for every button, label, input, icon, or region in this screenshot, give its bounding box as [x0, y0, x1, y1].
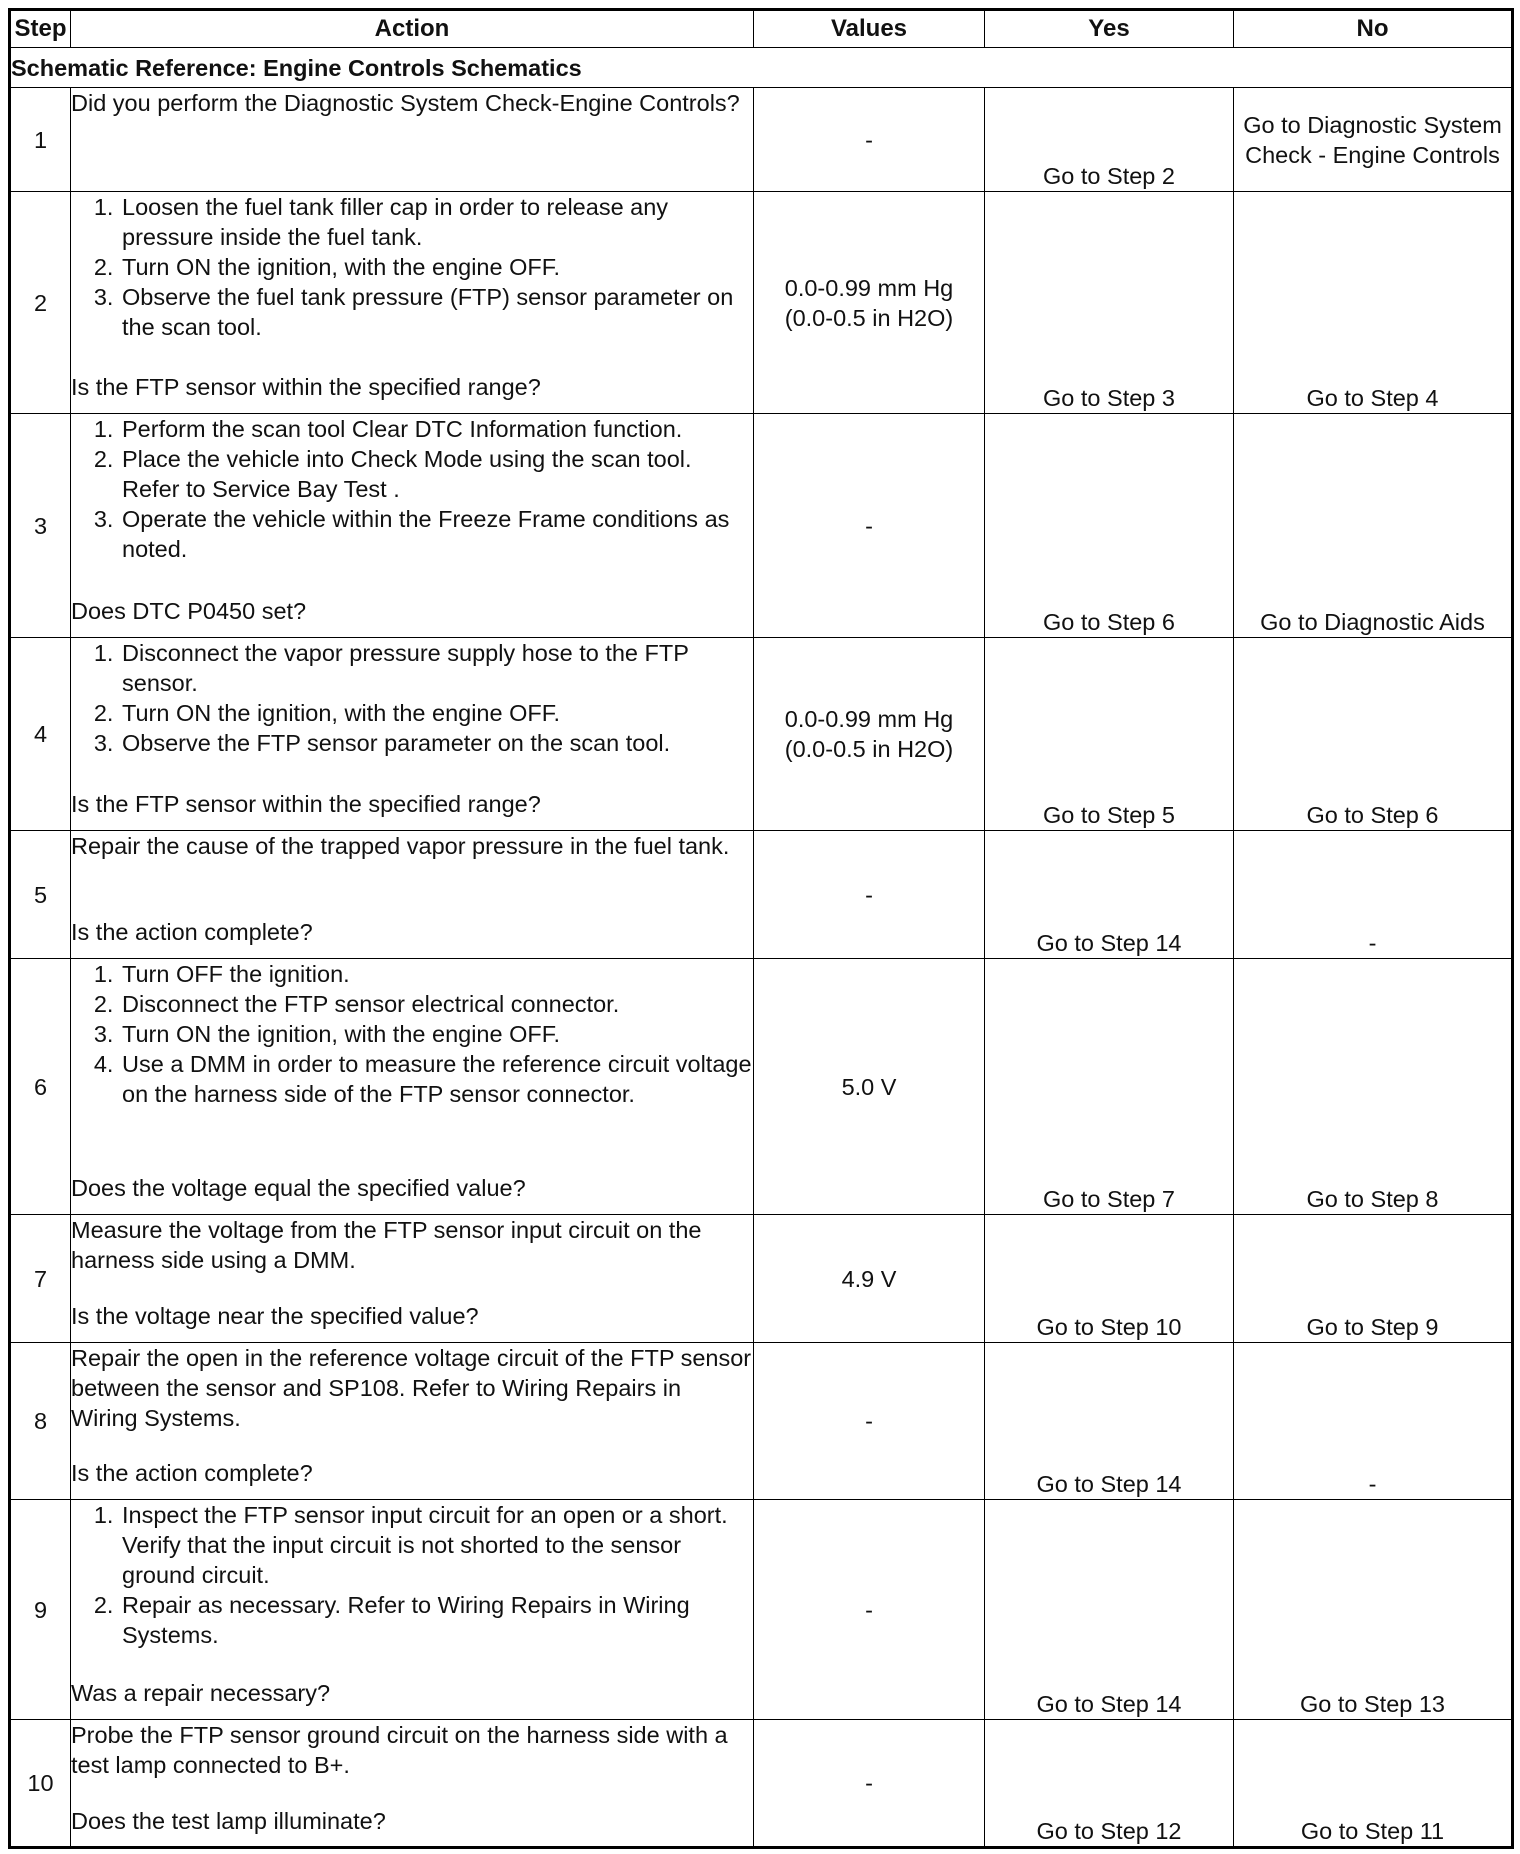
- action-cell: [71, 1720, 754, 1848]
- step-number: 6: [10, 959, 71, 1215]
- yes-link[interactable]: Go to Step 6: [985, 414, 1234, 638]
- list-item: 3. Turn ON the ignition, with the engine OFF.: [120, 1019, 753, 1049]
- diagnostic-table: [8, 8, 1514, 1849]
- table-row: [10, 1500, 1513, 1720]
- action-text: Repair the cause of the trapped vapor pressure in the fuel tank.: [71, 833, 730, 859]
- value-cell: 4.9 V: [754, 1215, 985, 1343]
- no-link[interactable]: Go to Step 13: [1234, 1500, 1513, 1720]
- no-link[interactable]: Go to Step 4: [1234, 192, 1513, 414]
- header-row: [10, 10, 1513, 48]
- yes-link[interactable]: Go to Step 2: [985, 88, 1234, 192]
- action-list: [71, 959, 753, 1109]
- action-question: Is the voltage near the specified value?: [71, 1303, 479, 1329]
- list-item: 1. Inspect the FTP sensor input circuit for an open or a short. Verify that the input circuit is not shorted to the sensor ground circuit.: [120, 1500, 753, 1590]
- action-cell: [71, 192, 754, 414]
- action-cell: [71, 1215, 754, 1343]
- list-item: 1. Loosen the fuel tank filler cap in order to release any pressure inside the fuel tank.: [120, 192, 753, 252]
- list-item: 2. Turn ON the ignition, with the engine OFF.: [120, 698, 753, 728]
- table-row: [10, 88, 1513, 192]
- action-list: [71, 414, 753, 564]
- action-question: Does the voltage equal the specified value?: [71, 1175, 526, 1201]
- list-item: 1. Disconnect the vapor pressure supply hose to the FTP sensor.: [120, 638, 753, 698]
- table-row: [10, 1215, 1513, 1343]
- schematic-reference: Schematic Reference: Engine Controls Schematics: [10, 48, 1513, 88]
- action-cell: [71, 959, 754, 1215]
- step-number: 5: [10, 831, 71, 959]
- table-row: [10, 1720, 1513, 1848]
- yes-link[interactable]: Go to Step 14: [985, 1343, 1234, 1500]
- action-text: Repair the open in the reference voltage circuit of the FTP sensor between the sensor and SP108. Refer to Wiring Repairs in Wiring Systems.: [71, 1345, 752, 1431]
- value-cell: -: [754, 831, 985, 959]
- schematic-reference-row: [10, 48, 1513, 88]
- list-item: 1. Turn OFF the ignition.: [120, 959, 753, 989]
- action-cell: [71, 831, 754, 959]
- action-text: Did you perform the Diagnostic System Check-Engine Controls?: [71, 90, 740, 116]
- step-number: 7: [10, 1215, 71, 1343]
- action-question: Was a repair necessary?: [71, 1680, 331, 1706]
- action-question: Does DTC P0450 set?: [71, 598, 307, 624]
- action-question: Is the FTP sensor within the specified range?: [71, 374, 541, 400]
- value-cell: 5.0 V: [754, 959, 985, 1215]
- action-text: Measure the voltage from the FTP sensor input circuit on the harness side using a DMM.: [71, 1217, 702, 1273]
- value-cell: -: [754, 1720, 985, 1848]
- value-cell: -: [754, 414, 985, 638]
- action-cell: [71, 88, 754, 192]
- step-number: 10: [10, 1720, 71, 1848]
- action-cell: [71, 638, 754, 831]
- value-cell: 0.0-0.99 mm Hg (0.0-0.5 in H2O): [754, 638, 985, 831]
- no-link[interactable]: Go to Step 11: [1234, 1720, 1513, 1848]
- no-link: -: [1234, 831, 1513, 959]
- yes-link[interactable]: Go to Step 5: [985, 638, 1234, 831]
- header-action: Action: [71, 10, 754, 48]
- step-number: 8: [10, 1343, 71, 1500]
- step-number: 4: [10, 638, 71, 831]
- yes-link[interactable]: Go to Step 10: [985, 1215, 1234, 1343]
- yes-link[interactable]: Go to Step 12: [985, 1720, 1234, 1848]
- step-number: 3: [10, 414, 71, 638]
- table-row: [10, 1343, 1513, 1500]
- no-link: -: [1234, 1343, 1513, 1500]
- no-link[interactable]: Go to Step 9: [1234, 1215, 1513, 1343]
- list-item: 2. Repair as necessary. Refer to Wiring Repairs in Wiring Systems.: [120, 1590, 753, 1650]
- list-item: 2. Place the vehicle into Check Mode using the scan tool. Refer to Service Bay Test .: [120, 444, 753, 504]
- action-cell: [71, 1500, 754, 1720]
- action-cell: [71, 414, 754, 638]
- yes-link[interactable]: Go to Step 14: [985, 831, 1234, 959]
- table-row: [10, 959, 1513, 1215]
- table-row: [10, 638, 1513, 831]
- list-item: 2. Turn ON the ignition, with the engine OFF.: [120, 252, 753, 282]
- list-item: 3. Operate the vehicle within the Freeze Frame conditions as noted.: [120, 504, 753, 564]
- action-question: Is the action complete?: [71, 919, 313, 945]
- no-link[interactable]: Go to Diagnostic Aids: [1234, 414, 1513, 638]
- value-cell: -: [754, 1343, 985, 1500]
- list-item: 3. Observe the fuel tank pressure (FTP) sensor parameter on the scan tool.: [120, 282, 753, 342]
- step-number: 9: [10, 1500, 71, 1720]
- action-list: [71, 192, 753, 342]
- yes-link[interactable]: Go to Step 3: [985, 192, 1234, 414]
- header-yes: Yes: [985, 10, 1234, 48]
- action-question: Does the test lamp illuminate?: [71, 1808, 386, 1834]
- action-question: Is the action complete?: [71, 1460, 313, 1486]
- table-row: [10, 831, 1513, 959]
- list-item: 3. Observe the FTP sensor parameter on the scan tool.: [120, 728, 753, 758]
- header-values: Values: [754, 10, 985, 48]
- action-list: [71, 1500, 753, 1650]
- action-cell: [71, 1343, 754, 1500]
- list-item: 1. Perform the scan tool Clear DTC Information function.: [120, 414, 753, 444]
- list-item: 2. Disconnect the FTP sensor electrical connector.: [120, 989, 753, 1019]
- value-cell: -: [754, 88, 985, 192]
- step-number: 1: [10, 88, 71, 192]
- no-link[interactable]: Go to Step 6: [1234, 638, 1513, 831]
- action-question: Is the FTP sensor within the specified range?: [71, 791, 541, 817]
- list-item: 4. Use a DMM in order to measure the reference circuit voltage on the harness side of the FTP sensor connector.: [120, 1049, 753, 1109]
- header-no: No: [1234, 10, 1513, 48]
- header-step: Step: [10, 10, 71, 48]
- no-link[interactable]: Go to Diagnostic System Check - Engine Controls: [1234, 88, 1513, 192]
- no-link[interactable]: Go to Step 8: [1234, 959, 1513, 1215]
- action-text: Probe the FTP sensor ground circuit on the harness side with a test lamp connected to B+.: [71, 1722, 728, 1778]
- table-row: [10, 414, 1513, 638]
- table-row: [10, 192, 1513, 414]
- value-cell: -: [754, 1500, 985, 1720]
- yes-link[interactable]: Go to Step 14: [985, 1500, 1234, 1720]
- step-number: 2: [10, 192, 71, 414]
- action-list: [71, 638, 753, 758]
- yes-link[interactable]: Go to Step 7: [985, 959, 1234, 1215]
- value-cell: 0.0-0.99 mm Hg (0.0-0.5 in H2O): [754, 192, 985, 414]
